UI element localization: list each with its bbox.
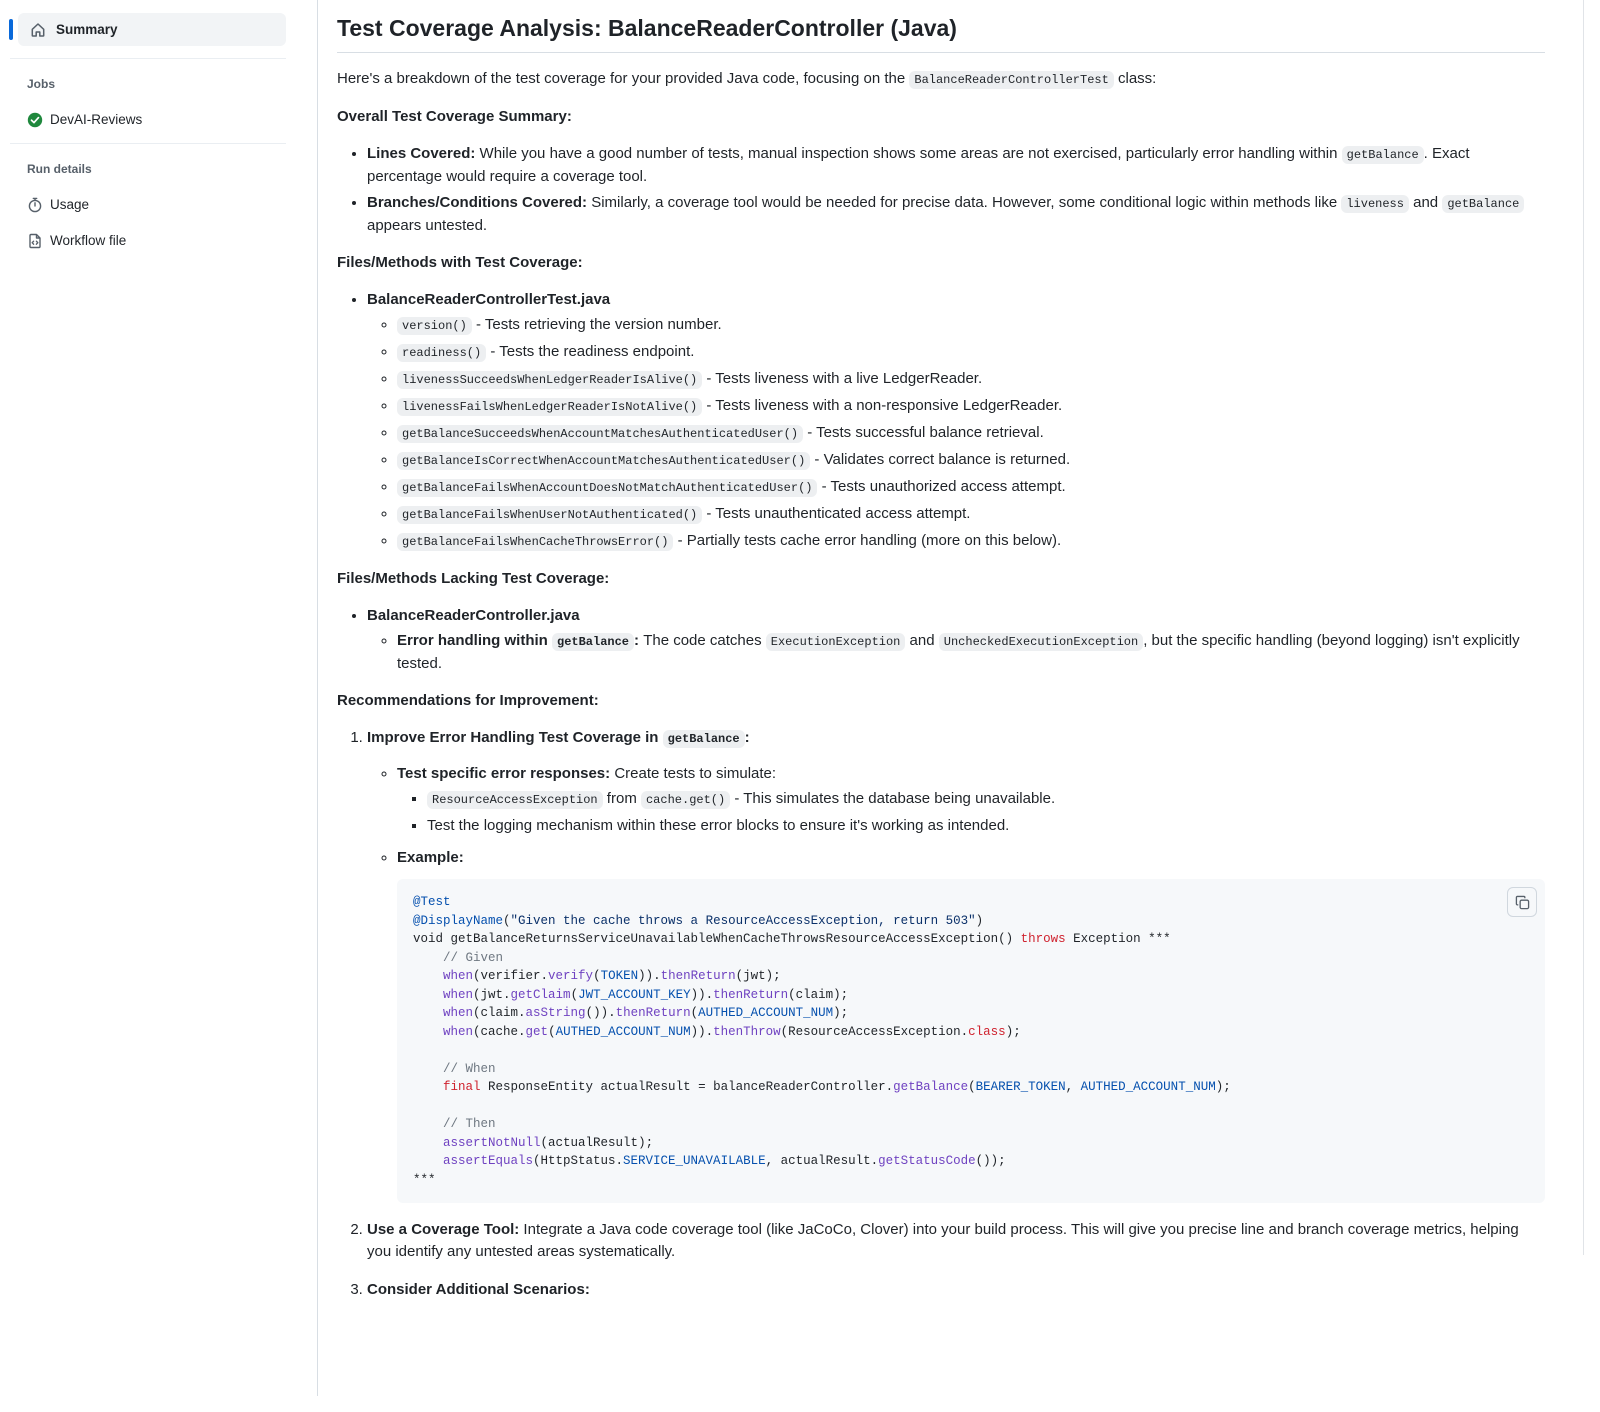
list-item	[397, 341, 1545, 364]
stopwatch-icon	[27, 197, 43, 213]
scrollbar-track-edge	[1583, 0, 1584, 1255]
list-item-text	[397, 847, 1545, 869]
bold-text: Improve Error Handling Test Coverage in	[367, 729, 663, 746]
markdown-body	[337, 68, 1545, 1301]
bold-text: Files/Methods Lacking Test Coverage:	[337, 570, 610, 587]
home-icon	[30, 22, 46, 38]
inline-code: UncheckedExecutionException	[939, 633, 1143, 651]
list-item-text	[367, 289, 1545, 311]
sidebar-item-summary[interactable]	[18, 13, 286, 46]
run-details-section	[0, 144, 317, 252]
usage-label: Usage	[50, 197, 90, 212]
text-segment: - Tests unauthenticated access attempt.	[702, 505, 971, 522]
list-item-text	[397, 476, 1545, 499]
list-item-text	[367, 605, 1545, 627]
list-item-text	[397, 503, 1545, 526]
jobs-section	[0, 59, 317, 131]
list-item	[367, 605, 1545, 675]
text-segment: Similarly, a coverage tool would be needed for precise data. However, some conditional logic within methods like	[587, 194, 1342, 211]
list-item	[397, 763, 1545, 837]
bold-text: Recommendations for Improvement:	[337, 692, 599, 709]
paragraph	[337, 106, 1545, 128]
text-segment: class:	[1113, 70, 1157, 87]
bold-text: :	[744, 729, 750, 746]
inline-code: getBalance	[552, 633, 634, 651]
paragraph	[337, 252, 1545, 274]
list-item	[397, 314, 1545, 337]
summary-content	[318, 0, 1600, 1396]
text-segment: - Tests retrieving the version number.	[471, 316, 722, 333]
list-item-text	[367, 1219, 1545, 1263]
inline-code: getBalanceFailsWhenUserNotAuthenticated()	[397, 506, 702, 524]
list-item-text	[427, 788, 1545, 811]
list-item-text	[397, 422, 1545, 445]
list-item	[367, 1219, 1545, 1263]
bold-text: Use a Coverage Tool:	[367, 1221, 520, 1238]
inline-code: getBalanceIsCorrectWhenAccountMatchesAuthenticatedUser()	[397, 452, 810, 470]
list-item-text	[397, 368, 1545, 391]
text-segment: - Partially tests cache error handling (more on this below).	[673, 532, 1062, 549]
ul-list	[397, 788, 1545, 837]
text-segment: - Tests liveness with a live LedgerReader.	[702, 370, 983, 387]
inline-code: BalanceReaderControllerTest	[909, 71, 1113, 89]
text-segment: . Exact percentage would require a coverage tool.	[367, 145, 1470, 185]
list-item-text	[397, 395, 1545, 418]
bold-text: :	[634, 632, 644, 649]
check-circle-icon	[27, 112, 43, 128]
text-segment: While you have a good number of tests, manual inspection shows some areas are not exercised, particularly error handling within	[475, 145, 1342, 162]
bold-text: Example:	[397, 849, 464, 866]
text-segment: and	[905, 632, 939, 649]
list-item-text	[397, 314, 1545, 337]
list-item	[397, 503, 1545, 526]
inline-code: livenessFailsWhenLedgerReaderIsNotAlive()	[397, 398, 702, 416]
text-segment: Here's a breakdown of the test coverage for your provided Java code, focusing on the	[337, 70, 910, 87]
bold-text: Branches/Conditions Covered:	[367, 194, 588, 211]
selected-accent-bar	[9, 19, 13, 40]
list-item	[367, 143, 1545, 188]
text-segment: Test the logging mechanism within these error blocks to ensure it's working as intended.	[427, 817, 1010, 834]
bold-text: BalanceReaderController.java	[367, 607, 580, 624]
ul-list	[367, 630, 1545, 675]
code-block	[397, 879, 1545, 1203]
inline-code: livenessSucceedsWhenLedgerReaderIsAlive()	[397, 371, 702, 389]
ul-list	[337, 605, 1545, 675]
sidebar-item-job[interactable]	[27, 109, 301, 131]
text-segment: The code catches	[643, 632, 766, 649]
list-item	[397, 395, 1545, 418]
inline-code: getBalance	[1442, 195, 1524, 213]
text-segment: appears untested.	[367, 217, 488, 234]
list-item-text	[367, 1279, 1545, 1301]
workflow-file-label: Workflow file	[50, 233, 127, 248]
inline-code: readiness()	[397, 344, 486, 362]
list-item-text	[367, 143, 1545, 188]
list-item	[397, 847, 1545, 1203]
run-details-header: Run details	[27, 162, 92, 176]
inline-code: getBalance	[663, 730, 745, 748]
list-item	[427, 788, 1545, 811]
text-segment: - Validates correct balance is returned.	[810, 451, 1071, 468]
ul-list	[337, 143, 1545, 237]
text-segment: Integrate a Java code coverage tool (like JaCoCo, Clover) into your build process. This will give you precise line and branch coverage metrics, helping you identify any untested areas systematically.	[367, 1221, 1519, 1260]
list-item	[367, 192, 1545, 237]
ul-list	[367, 314, 1545, 553]
list-item	[397, 449, 1545, 472]
text-segment: Create tests to simulate:	[610, 765, 777, 782]
sidebar-item-label: Summary	[56, 21, 118, 37]
copy-code-button[interactable]	[1507, 887, 1537, 917]
paragraph	[337, 568, 1545, 590]
ol-list	[337, 727, 1545, 1301]
text-segment: from	[602, 790, 641, 807]
inline-code: cache.get()	[641, 791, 730, 809]
text-segment: , but the specific handling (beyond logging) isn't explicitly tested.	[397, 632, 1520, 672]
text-segment: - Tests liveness with a non-responsive LedgerReader.	[702, 397, 1063, 414]
sidebar-item-workflow-file[interactable]	[27, 230, 301, 252]
sidebar-item-usage[interactable]	[27, 194, 301, 216]
code-content: @Test @DisplayName("Given the cache throws a ResourceAccessException, return 503") void getBalanceReturnsServiceUnavailableWhenCacheThrowsResourceAccessException() throws Exception *** // Given when(verifier.verify(TOKEN)).thenReturn(jwt); when(jwt.getClaim(JWT_ACCOUNT_KEY)).thenReturn(claim); when(claim.asString()).thenReturn(AUTHED_ACCOUNT_NUM); when(cache.get(AUTHED_ACCOUNT_NUM)).thenThrow(ResourceAccessException.class); // When final ResponseEntity actualResult = balanceReaderController.getBalance(BEARER_TOKEN, AUTHED_ACCOUNT_NUM); // Then assertNotNull(actualResult); assertEquals(HttpStatus.SERVICE_UNAVAILABLE, actualResult.getStatusCode()); ***	[413, 895, 1231, 1187]
copy-icon	[1515, 895, 1530, 910]
inline-code: version()	[397, 317, 472, 335]
list-item-text	[367, 192, 1545, 237]
list-item	[367, 289, 1545, 553]
bold-text: Overall Test Coverage Summary:	[337, 108, 572, 125]
ul-list	[367, 763, 1545, 1203]
list-item-text	[397, 341, 1545, 364]
list-item	[427, 815, 1545, 837]
bold-text: Files/Methods with Test Coverage:	[337, 254, 583, 271]
list-item-text	[397, 763, 1545, 785]
page-title: Test Coverage Analysis: BalanceReaderController (Java)	[337, 14, 1545, 53]
bold-text: BalanceReaderControllerTest.java	[367, 291, 611, 308]
list-item-text	[367, 727, 1545, 750]
text-segment: and	[1408, 194, 1443, 211]
list-item	[397, 630, 1545, 675]
ul-list	[337, 289, 1545, 553]
inline-code: getBalanceSucceedsWhenAccountMatchesAuthenticatedUser()	[397, 425, 803, 443]
sidebar	[0, 0, 318, 1396]
paragraph	[337, 690, 1545, 712]
text-segment: - Tests unauthorized access attempt.	[817, 478, 1066, 495]
text-segment: - Tests the readiness endpoint.	[486, 343, 695, 360]
inline-code: ExecutionException	[766, 633, 906, 651]
list-item-text	[397, 449, 1545, 472]
inline-code: getBalance	[1342, 146, 1424, 164]
inline-code: ResourceAccessException	[427, 791, 603, 809]
bold-text: Test specific error responses:	[397, 765, 611, 782]
text-segment: - Tests successful balance retrieval.	[803, 424, 1044, 441]
list-item	[367, 727, 1545, 1203]
file-code-icon	[27, 233, 43, 249]
list-item	[397, 530, 1545, 553]
inline-code: liveness	[1341, 195, 1409, 213]
paragraph	[337, 68, 1545, 91]
list-item	[397, 368, 1545, 391]
bold-text: Consider Additional Scenarios:	[367, 1281, 590, 1298]
list-item-text	[397, 630, 1545, 675]
list-item	[367, 1279, 1545, 1301]
text-segment: - This simulates the database being unavailable.	[730, 790, 1056, 807]
bold-text: Error handling within	[397, 632, 552, 649]
bold-text: Lines Covered:	[367, 145, 476, 162]
list-item-text	[427, 815, 1545, 837]
list-item	[397, 422, 1545, 445]
list-item	[397, 476, 1545, 499]
inline-code: getBalanceFailsWhenAccountDoesNotMatchAuthenticatedUser()	[397, 479, 817, 497]
job-name: DevAI-Reviews	[50, 112, 143, 127]
code-pre	[397, 879, 1545, 1203]
inline-code: getBalanceFailsWhenCacheThrowsError()	[397, 533, 673, 551]
list-item-text	[397, 530, 1545, 553]
jobs-header: Jobs	[27, 77, 56, 91]
